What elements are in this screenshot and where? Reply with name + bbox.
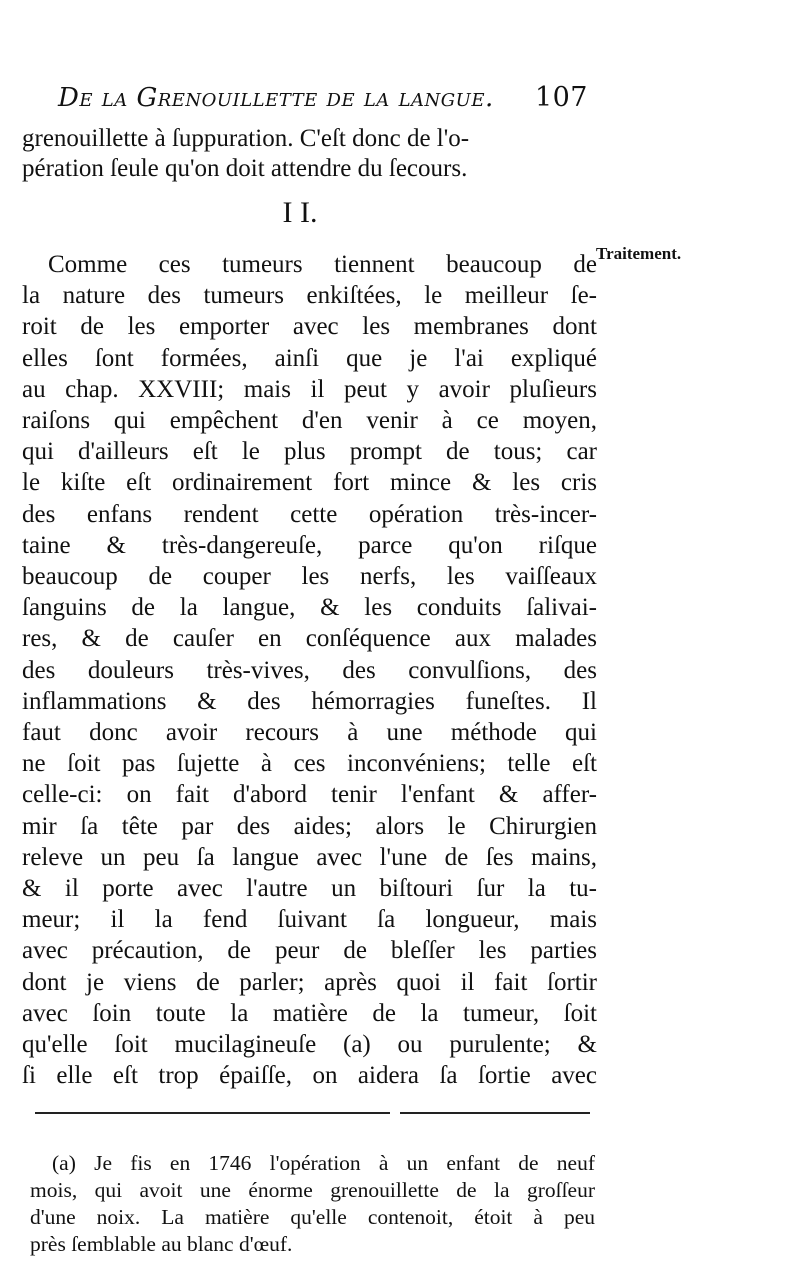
- running-header: [58, 82, 588, 113]
- body-line: Comme ces tumeurs tiennent beaucoup de: [48, 251, 597, 278]
- footnote-rule: [400, 1112, 590, 1114]
- body-line: celle-ci: on fait d'abord tenir l'enfant & affer-: [22, 781, 597, 809]
- footnote-rule: [35, 1112, 390, 1114]
- body-line: la nature des tumeurs enkiſtées, le meilleur ſe-: [22, 282, 597, 310]
- body-line: roit de les emporter avec les membranes dont: [22, 313, 597, 341]
- footnote-line: (a) Je fis en 1746 l'opération à un enfant de neuf: [52, 1151, 595, 1175]
- body-line: ſi elle eſt trop épaiſſe, on aidera ſa ſortie avec: [22, 1062, 597, 1090]
- body-line: dont je viens de parler; après quoi il fait ſortir: [22, 968, 597, 996]
- body-line: & il porte avec l'autre un biſtouri ſur la tu-: [22, 875, 597, 902]
- body-line: meur; il la fend ſuivant ſa longueur, mais: [22, 906, 597, 934]
- footnote-line: mois, qui avoit une énorme grenouillette de la groſſeur: [30, 1178, 595, 1202]
- body-line: qui d'ailleurs eſt le plus prompt de tous; car: [22, 438, 597, 466]
- body-line: faut donc avoir recours à une méthode qui: [22, 719, 597, 746]
- body-line: ne ſoit pas ſujette à ces inconvéniens; telle eſt: [22, 750, 597, 778]
- body-line: pération ſeule qu'on doit attendre du ſecours.: [22, 155, 468, 182]
- body-line: mir ſa tête par des aides; alors le Chirurgien: [22, 812, 597, 840]
- body-line: des enfans rendent cette opération très-incer-: [22, 500, 597, 528]
- body-line: avec précaution, de peur de bleſſer les parties: [22, 937, 597, 965]
- body-line: res, & de cauſer en conſéquence aux malades: [22, 625, 597, 653]
- footnote-line: près ſemblable au blanc d'œuf.: [30, 1232, 293, 1256]
- body-line: taine & très-dangereuſe, parce qu'on riſque: [22, 531, 597, 559]
- body-line: le kiſte eſt ordinairement fort mince & les cris: [22, 469, 597, 497]
- body-line: qu'elle ſoit mucilagineuſe (a) ou purulente; &: [22, 1031, 597, 1058]
- body-line: des douleurs très-vives, des convulſions, des: [22, 656, 597, 684]
- body-line: au chap. XXVIII; mais il peut y avoir pluſieurs: [22, 375, 597, 403]
- margin-note: Traitement.: [596, 244, 682, 263]
- body-line: beaucoup de couper les nerfs, les vaiſſeaux: [22, 563, 597, 590]
- body-line: avec ſoin toute la matière de la tumeur, ſoit: [22, 999, 597, 1027]
- body-line: ſanguins de la langue, & les conduits ſalivai-: [22, 594, 597, 622]
- body-line: elles ſont formées, ainſi que je l'ai expliqué: [22, 344, 597, 372]
- footnote-line: d'une noix. La matière qu'elle contenoit, étoit à peu: [30, 1205, 595, 1229]
- page-number: 107: [534, 82, 588, 113]
- body-line: inflammations & des hémorragies funeſtes. Il: [22, 687, 597, 715]
- body-line: releve un peu ſa langue avec l'une de ſes mains,: [22, 843, 597, 871]
- body-line: raiſons qui empêchent d'en venir à ce moyen,: [22, 407, 597, 434]
- running-title: De la Grenouillette de la langue.: [58, 83, 494, 113]
- section-number: I I.: [282, 196, 318, 229]
- body-line: grenouillette à ſuppuration. C'eſt donc de l'o-: [22, 125, 470, 152]
